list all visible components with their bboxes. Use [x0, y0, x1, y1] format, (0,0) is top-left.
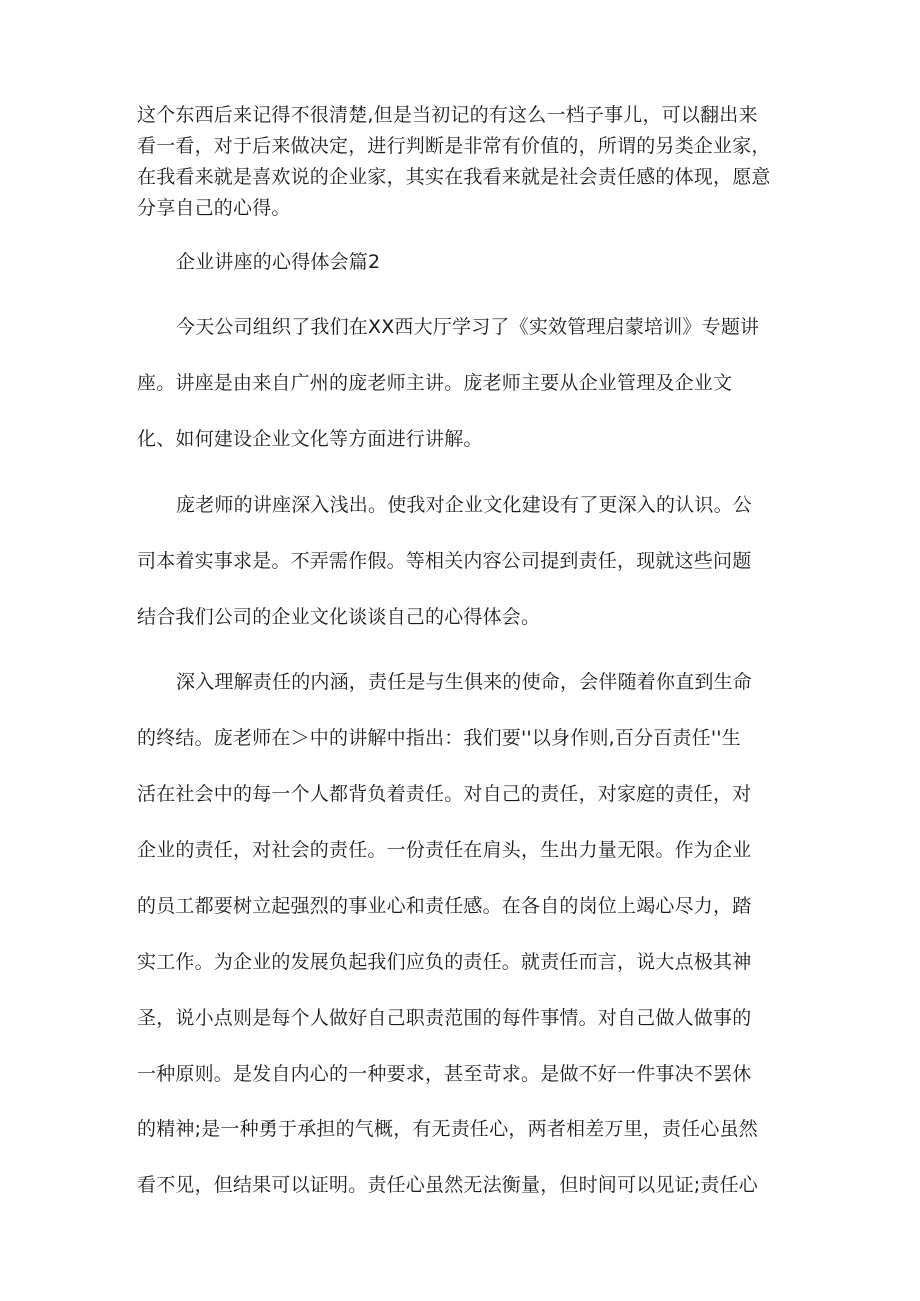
paragraph-line: 的精神;是一种勇于承担的气概，有无责任心，两者相差万里，责任心虽然: [137, 1118, 759, 1140]
intro-line: 看一看，对于后来做决定，进行判断是非常有价值的，所谓的另类企业家，: [137, 135, 771, 157]
paragraph-line: 活在社会中的每一个人都背负着责任。对自己的责任，对家庭的责任，对: [137, 783, 752, 805]
paragraph-line: 结合我们公司的企业文化谈谈自己的心得体会。: [137, 606, 541, 628]
intro-line: 在我看来就是喜欢说的企业家，其实在我看来就是社会责任感的体现，愿意: [137, 166, 771, 188]
paragraph-line: 企业的责任，对社会的责任。一份责任在肩头，生出力量无限。作为企业: [137, 839, 752, 861]
paragraph-line: 看不见，但结果可以证明。责任心虽然无法衡量，但时间可以见证;责任心: [137, 1174, 759, 1196]
section-heading: 企业讲座的心得体会篇2: [176, 251, 381, 273]
paragraph-line: 一种原则。是发自内心的一种要求，甚至苛求。是做不好一件事决不罢休: [137, 1063, 752, 1085]
paragraph-line: 化、如何建设企业文化等方面进行讲解。: [137, 428, 483, 450]
paragraph-line: 的员工都要树立起强烈的事业心和责任感。在各自的岗位上竭心尽力，踏: [137, 895, 752, 917]
paragraph-line: 的终结。庞老师在＞中的讲解中指出：我们要''以身作则,百分百责任''生: [137, 727, 741, 749]
paragraph-line: 深入理解责任的内涵，责任是与生俱来的使命，会伴随着你直到生命: [176, 671, 753, 693]
paragraph-line: 座。讲座是由来自广州的庞老师主讲。庞老师主要从企业管理及企业文: [137, 372, 733, 394]
paragraph-line: 圣，说小点则是每个人做好自己职责范围的每件事情。对自己做人做事的: [137, 1007, 752, 1029]
paragraph-line: 实工作。为企业的发展负起我们应负的责任。就责任而言，说大点极其神: [137, 951, 752, 973]
intro-line: 这个东西后来记得不很清楚,但是当初记的有这么一档子事儿，可以翻出来: [137, 104, 758, 126]
paragraph-line: 庞老师的讲座深入浅出。使我对企业文化建设有了更深入的认识。公: [176, 494, 753, 516]
paragraph-line: 今天公司组织了我们在XX西大厅学习了《实效管理启蒙培训》专题讲: [176, 316, 760, 338]
intro-line: 分享自己的心得。: [137, 197, 291, 219]
paragraph-line: 司本着实事求是。不弄需作假。等相关内容公司提到责任，现就这些问题: [137, 550, 752, 572]
